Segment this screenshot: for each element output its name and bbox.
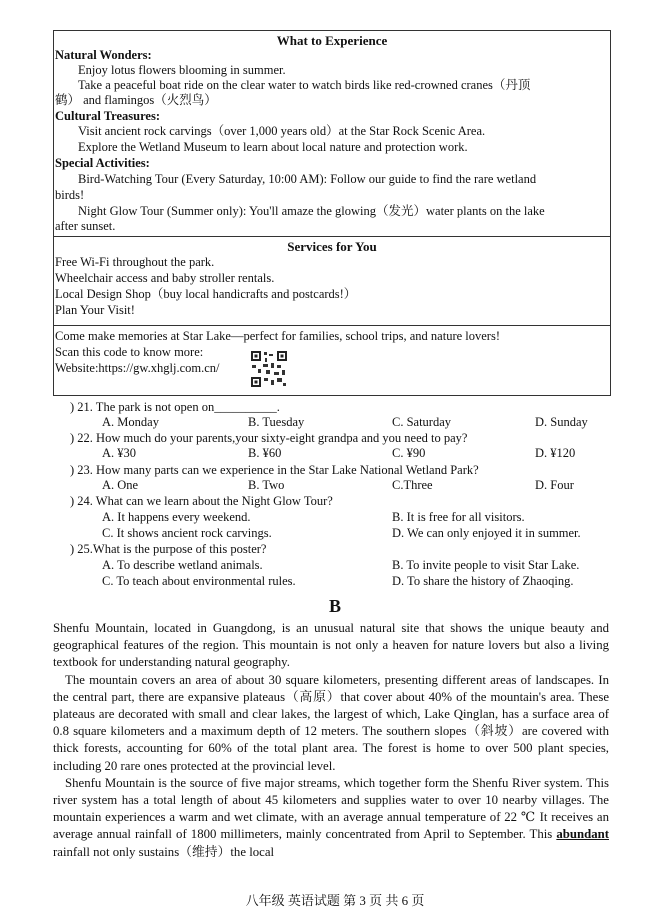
- option-b[interactable]: B. Two: [248, 478, 285, 492]
- option-a[interactable]: A. ¥30: [102, 446, 137, 460]
- paragraph-3-part-a: Shenfu Mountain is the source of five major streams, which together form the Shenfu River system. This river system has a total length of about 45 kilometers and supplies water to over 10 nearby villages. The mountain experiences a warm and wet climate, with an average annual temperature of 22 ℃ It receives an average annual rainfall of 1800 millimeters, mainly concentrated from April to September. This: [53, 775, 609, 842]
- question-stem: ) 23. How many parts can we experience in the Star Lake National Wetland Park?: [70, 463, 479, 477]
- natural-item-2-cont: 鹤） and flamingos（火烈鸟）: [55, 93, 217, 107]
- cultural-item-1: Visit ancient rock carvings（over 1,000 years old）at the Star Rock Scenic Area.: [78, 124, 486, 138]
- services-heading: Services for You: [287, 239, 377, 254]
- option-c[interactable]: C. ¥90: [392, 446, 426, 460]
- option-d[interactable]: D. To share the history of Zhaoqing.: [392, 574, 574, 588]
- paragraph-3: [53, 775, 609, 861]
- promo-line-1: Come make memories at Star Lake—perfect for families, school trips, and nature lovers!: [55, 329, 500, 343]
- poster-divider-1: [53, 236, 611, 237]
- passage-b: [53, 620, 609, 861]
- natural-item-2: Take a peaceful boat ride on the clear water to watch birds like red-crowned cranes（丹顶: [78, 78, 531, 92]
- cultural-treasures-title: Cultural Treasures:: [55, 109, 160, 123]
- poster-divider-2: [53, 325, 611, 326]
- special-item-2: Night Glow Tour (Summer only): You'll amaze the glowing（发光）water plants on the lake: [78, 204, 545, 218]
- paragraph-3-part-b: rainfall not only sustains（维持）the local: [53, 844, 275, 859]
- question-stem: ) 25.What is the purpose of this poster?: [70, 542, 267, 556]
- cultural-item-2: Explore the Wetland Museum to learn about local nature and protection work.: [78, 140, 468, 154]
- service-1: Free Wi-Fi throughout the park.: [55, 255, 215, 269]
- natural-wonders-title: Natural Wonders:: [55, 48, 152, 62]
- promo-website[interactable]: Website:https://gw.xhglj.com.cn/: [55, 361, 220, 375]
- special-item-2-cont: after sunset.: [55, 219, 116, 233]
- option-a[interactable]: A. It happens every weekend.: [102, 510, 251, 524]
- option-d[interactable]: D. Sunday: [535, 415, 588, 429]
- special-activities-title: Special Activities:: [55, 156, 150, 170]
- service-2: Wheelchair access and baby stroller rentals.: [55, 271, 275, 285]
- option-d[interactable]: D. We can only enjoyed it in summer.: [392, 526, 581, 540]
- option-d[interactable]: D. Four: [535, 478, 574, 492]
- option-c[interactable]: C.Three: [392, 478, 433, 492]
- paragraph-2: The mountain covers an area of about 30 square kilometers, presenting different areas of landscapes. In the central part, there are expansive plateaus（高原）that cover about 40% of the mountain's area. These plateaus are decorated with small and clear lakes, the largest of which, Lake Qinglan, has a surface area of 0.8 square kilometers and a maximum depth of 12 meters. The southern slopes（斜坡）are covered with thick forests, accounting for 60% of the total plant area. The forest is home to over 500 plant species, including 20 rare ones protected at the provincial level.: [53, 672, 609, 773]
- service-4: Plan Your Visit!: [55, 303, 135, 317]
- question-stem: ) 24. What can we learn about the Night Glow Tour?: [70, 494, 333, 508]
- section-b-label: B: [328, 596, 341, 616]
- paragraph-1: Shenfu Mountain, located in Guangdong, is an unusual natural site that shows the unique beauty and geographical features of the region. This mountain is not only a heaven for nature lovers but also a living textbook for understanding natural geography.: [53, 621, 609, 670]
- option-d[interactable]: D. ¥120: [535, 446, 576, 460]
- special-item-1-cont: birds!: [55, 188, 85, 202]
- question-stem: ) 22. How much do your parents,your sixty-eight grandpa and you need to pay?: [70, 431, 468, 445]
- option-b[interactable]: B. To invite people to visit Star Lake.: [392, 558, 580, 572]
- option-c[interactable]: C. Saturday: [392, 415, 452, 429]
- option-c[interactable]: C. To teach about environmental rules.: [102, 574, 296, 588]
- natural-item-1: Enjoy lotus flowers blooming in summer.: [78, 63, 286, 77]
- option-b[interactable]: B. Tuesday: [248, 415, 305, 429]
- option-a[interactable]: A. To describe wetland animals.: [102, 558, 263, 572]
- service-3: Local Design Shop（buy local handicrafts and postcards!）: [55, 287, 357, 301]
- option-a[interactable]: A. Monday: [102, 415, 159, 429]
- keyword-abundant: abundant: [556, 827, 609, 842]
- option-b[interactable]: B. ¥60: [248, 446, 282, 460]
- option-a[interactable]: A. One: [102, 478, 139, 492]
- qr-code-icon[interactable]: [250, 350, 288, 388]
- special-item-1: Bird-Watching Tour (Every Saturday, 10:00 AM): Follow our guide to find the rare wetland: [78, 172, 537, 186]
- option-c[interactable]: C. It shows ancient rock carvings.: [102, 526, 272, 540]
- page-footer: 八年级 英语试题 第 3 页 共 6 页: [245, 893, 425, 908]
- question-stem: ) 21. The park is not open on__________.: [70, 400, 280, 414]
- option-b[interactable]: B. It is free for all visitors.: [392, 510, 525, 524]
- experience-heading: What to Experience: [276, 33, 388, 48]
- promo-line-2: Scan this code to know more:: [55, 345, 204, 359]
